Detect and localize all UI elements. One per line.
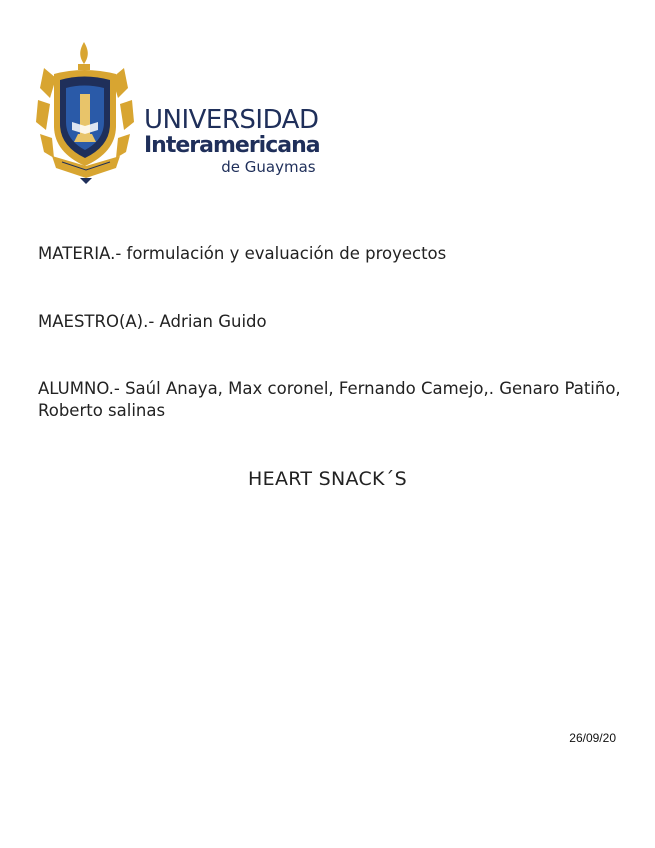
logo-line-interamericana: Interamericana [144,133,320,158]
logo-line-universidad: UNIVERSIDAD [144,105,319,135]
alumno-field: ALUMNO.- Saúl Anaya, Max coronel, Fernando Camejo,. Genaro Patiño, Roberto salinas [38,379,621,420]
materia-field: MATERIA.- formulación y evaluación de proyectos [38,244,447,263]
maestro-field: MAESTRO(A).- Adrian Guido [38,312,267,331]
university-crest-icon [36,38,136,186]
document-date: 26/09/20 [569,731,616,745]
project-title: HEART SNACK´S [248,468,407,490]
university-logo [36,38,326,188]
logo-line-de-guaymas: de Guaymas [221,158,316,176]
logo-wordmark [144,106,320,176]
